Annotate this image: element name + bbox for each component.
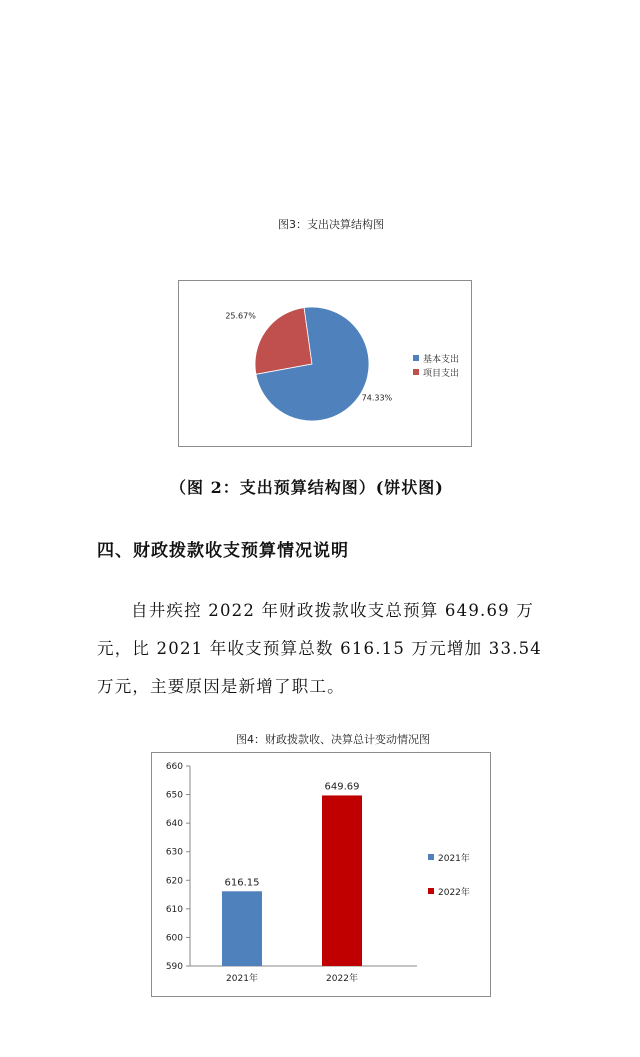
pie-chart-frame <box>178 280 472 447</box>
bar-value-label-0: 616.15 <box>224 877 260 889</box>
body-paragraph <box>97 592 547 706</box>
bar-value-label-1: 649.69 <box>324 781 360 793</box>
pie-legend-swatch-basic <box>413 355 419 361</box>
bar-chart <box>152 753 490 996</box>
y-tick-label-590: 590 <box>165 962 183 972</box>
y-tick-label-620: 620 <box>165 876 183 887</box>
pie-legend <box>413 351 459 379</box>
section-heading: 四、财政拨款收支预算情况说明 <box>97 541 349 561</box>
bar-legend-swatch-2022 <box>428 888 434 894</box>
pie-value-label-basic: 74.33% <box>361 393 393 403</box>
bar-legend-label-2021: 2021年 <box>438 853 470 864</box>
y-tick-label-660: 660 <box>165 762 183 772</box>
pie-slice-project <box>255 308 312 375</box>
bar-chart-frame <box>151 752 491 997</box>
bar-2021年 <box>222 891 262 966</box>
y-tick-label-650: 650 <box>165 790 183 801</box>
bar-legend-item-2022 <box>428 884 470 898</box>
figure-caption: （图 2：支出预算结构图）(饼状图) <box>170 478 444 497</box>
bar-legend-item-2021 <box>428 850 470 864</box>
pie-legend-item-project <box>413 365 459 379</box>
pie-legend-swatch-project <box>413 369 419 375</box>
y-tick-label-610: 610 <box>165 904 183 915</box>
pie-legend-item-basic <box>413 351 459 365</box>
y-tick-label-640: 640 <box>165 819 183 830</box>
figure3-title: 图3：支出决算结构图 <box>278 218 384 231</box>
x-tick-label-1: 2022年 <box>326 974 358 984</box>
figure4-title: 图4：财政拨款收、决算总计变动情况图 <box>236 733 430 746</box>
bar-2022年 <box>322 795 362 966</box>
y-tick-label-600: 600 <box>165 933 183 944</box>
pie-legend-label-basic: 基本支出 <box>423 354 460 365</box>
bar-legend-swatch-2021 <box>428 854 434 860</box>
paragraph-text: 自井疾控 2022 年财政拨款收支总预算 649.69 万元，比 2021 年收支预算总数 616.15 万元增加 33.54 万元，主要原因是新增了职工。 <box>97 601 542 696</box>
x-tick-label-0: 2021年 <box>226 974 258 984</box>
pie-value-label-project: 25.67% <box>225 311 256 321</box>
pie-legend-label-project: 项目支出 <box>423 368 460 379</box>
y-tick-label-630: 630 <box>165 847 183 858</box>
bar-legend-label-2022: 2022年 <box>438 887 470 898</box>
